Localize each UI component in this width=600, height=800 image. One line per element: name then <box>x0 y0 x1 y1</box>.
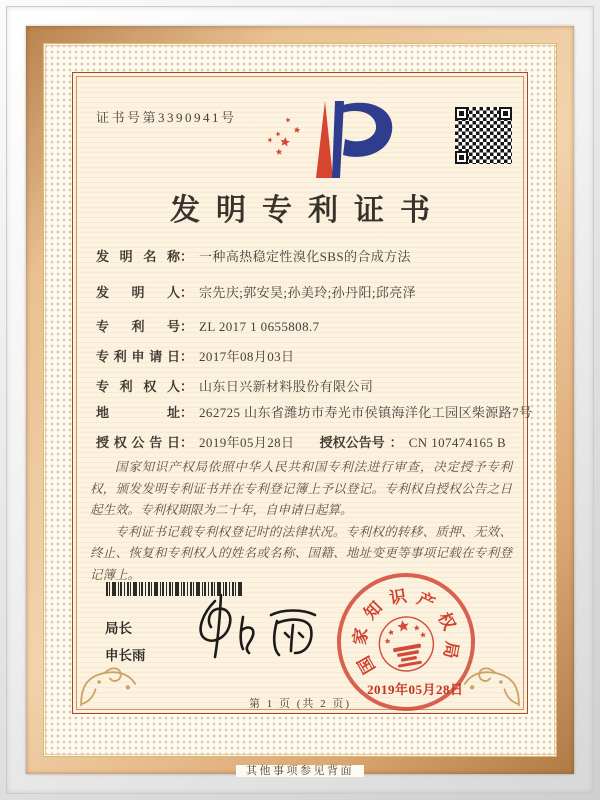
field-colon: ： <box>180 319 194 334</box>
director-signature-icon <box>185 591 325 671</box>
field-grant-date-and-number <box>96 432 513 451</box>
field-value: ZL 2017 1 0655808.7 <box>199 319 320 334</box>
field-colon: ： <box>180 349 194 364</box>
national-emblem-icon <box>369 607 443 681</box>
field-label: 发明人 <box>96 285 180 300</box>
field-colon: ： <box>180 435 194 450</box>
field-label: 地址 <box>96 405 180 420</box>
field-colon: ： <box>180 249 194 264</box>
seal-date: 2019年05月28日 <box>367 682 464 697</box>
field-colon: ： <box>180 285 194 300</box>
back-note <box>43 762 557 778</box>
field-colon: ： <box>180 379 194 394</box>
field-label: 专利权人 <box>96 379 180 394</box>
qr-finder-icon <box>499 107 512 120</box>
seal-char: 国 <box>354 652 380 677</box>
field-value: CN 107474165 B <box>408 435 507 450</box>
qr-code-icon <box>455 107 512 164</box>
field-invention-name <box>96 246 513 265</box>
field-patentee <box>96 376 513 395</box>
field-value: 2017年08月03日 <box>199 349 295 364</box>
field-patent-number <box>96 316 513 335</box>
field-label: 授权公告号 <box>319 435 385 450</box>
seal-char: 局 <box>439 639 462 660</box>
field-label: 专利申请日 <box>96 349 180 364</box>
legal-paragraph-2: 专利证书记载专利权登记时的法律状况。专利权的转移、质押、无效、终止、恢复和专利权人的姓名或名称、国籍、地址变更等事项记载在专利登记簿上。 <box>90 524 512 582</box>
field-value: 2019年05月28日 <box>199 435 295 450</box>
field-label: 专利号 <box>96 319 180 334</box>
field-address <box>96 402 533 421</box>
certificate-number: 证书号第3390941号 <box>96 110 237 125</box>
seal-char: 家 <box>350 626 372 647</box>
field-colon: ： <box>180 405 194 420</box>
field-colon: ： <box>389 435 403 450</box>
field-label: 发明名称 <box>96 249 180 264</box>
director-title: 局长 <box>105 621 132 636</box>
legal-text <box>90 457 512 586</box>
back-note-text: 其他事项参见背面 <box>236 765 364 777</box>
legal-paragraph-1: 国家知识产权局依照中华人民共和国专利法进行审查，决定授予专利权，颁发发明专利证书并在专利登记簿上予以登记。专利权自授权公告之日起生效。专利权期限为二十年，自申请日起算。 <box>90 460 512 517</box>
certificate-title: 发明专利证书 <box>170 194 446 227</box>
seal-char: 权 <box>434 609 459 634</box>
seal-char: 产 <box>414 588 438 614</box>
field-value: 宗先庆;郭安昊;孙美玲;孙丹阳;邱亮泽 <box>199 285 417 300</box>
qr-finder-icon <box>455 107 468 120</box>
field-value: 262725 山东省潍坊市寿光市侯镇海洋化工园区柴源路7号 <box>199 405 533 420</box>
corner-flourish-icon <box>459 655 523 709</box>
field-application-date <box>96 346 513 365</box>
qr-finder-icon <box>455 151 468 164</box>
field-label: 授权公告日 <box>96 435 180 450</box>
cnipa-patent-logo-icon <box>251 97 401 182</box>
field-value: 一种高热稳定性溴化SBS的合成方法 <box>199 249 411 264</box>
seal-char: 知 <box>360 597 387 624</box>
director-name: 申长雨 <box>105 648 146 663</box>
certificate-body <box>72 72 533 714</box>
page-indicator: 第 1 页 (共 2 页) <box>248 698 352 710</box>
field-value: 山东日兴新材料股份有限公司 <box>199 379 374 394</box>
field-inventors <box>96 282 513 301</box>
seal-char: 识 <box>388 586 409 609</box>
corner-flourish-icon <box>77 655 141 709</box>
